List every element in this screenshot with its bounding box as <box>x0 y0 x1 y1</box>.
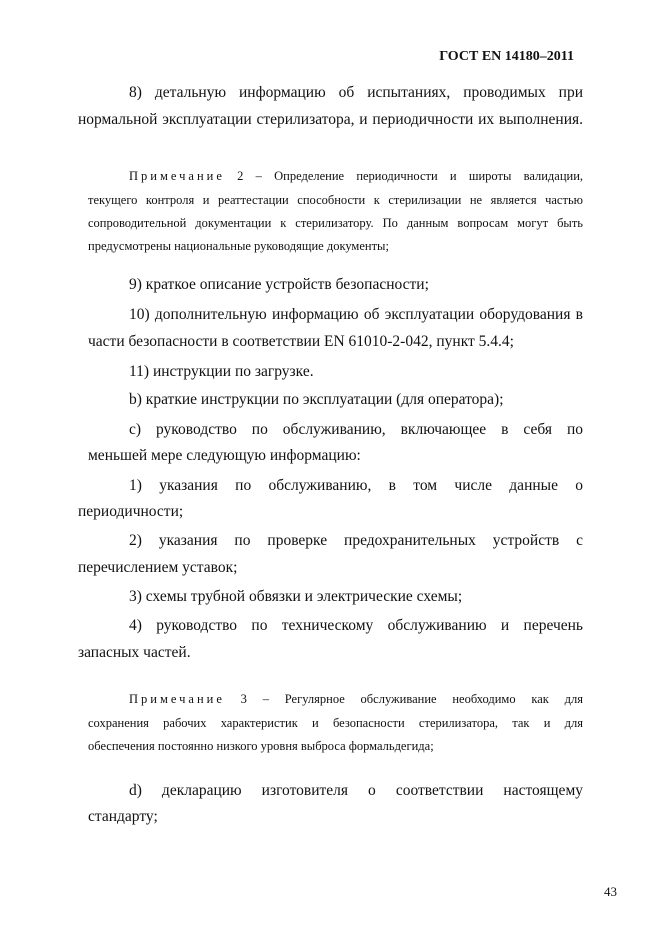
subitem-1-line-1: 1) указания по обслуживанию, в том числе данные о <box>129 477 583 494</box>
item-11: 11) инструкции по загрузке. <box>129 363 314 380</box>
page-number: 43 <box>604 884 617 899</box>
item-b: b) краткие инструкции по эксплуатации (для оператора); <box>129 391 504 408</box>
note-2-line-1 <box>129 169 583 184</box>
item-8-line-1: 8) детальную информацию об испытаниях, проводимых при <box>129 84 583 101</box>
note-2-line-1-text: 2 – Определение периодичности и широты валидации, <box>237 169 584 183</box>
item-10-line-1: 10) дополнительную информацию об эксплуатации оборудования в <box>129 306 583 323</box>
item-d-line-1: d) декларацию изготовителя о соответствии настоящему <box>129 782 583 799</box>
item-10-line-2: части безопасности в соответствии EN 61010-2-042, пункт 5.4.4; <box>88 333 514 350</box>
note-3-label: Примечание <box>129 692 225 706</box>
item-c-line-1: c) руководство по обслуживанию, включающее в себя по <box>129 421 583 438</box>
note-2-label: Примечание <box>129 169 225 183</box>
note-3-line-1 <box>129 692 583 707</box>
subitem-3: 3) схемы трубной обвязки и электрические схемы; <box>129 588 463 605</box>
note-2-line-2: текущего контроля и реаттестации способности к стерилизации не является частью <box>88 193 583 207</box>
item-d-line-2: стандарту; <box>88 808 158 825</box>
subitem-2-line-1: 2) указания по проверке предохранительных устройств с <box>129 532 583 549</box>
item-9: 9) краткое описание устройств безопасности; <box>129 276 429 293</box>
item-8-line-2: нормальной эксплуатации стерилизатора, и периодичности их выполнения. <box>78 111 583 128</box>
note-2-line-3: сопроводительной документации к стерилизатору. По данным вопросам могут быть <box>88 216 583 230</box>
item-c-line-2: меньшей мере следующую информацию: <box>88 447 361 464</box>
note-3-line-3: обеспечения постоянно низкого уровня выброса формальдегида; <box>88 739 434 753</box>
subitem-4-line-2: запасных частей. <box>78 644 191 661</box>
note-3-line-2: сохранения рабочих характеристик и безопасности стерилизатора, так и для <box>88 716 583 730</box>
document-id-header: ГОСТ EN 14180–2011 <box>439 49 574 64</box>
subitem-4-line-1: 4) руководство по техническому обслуживанию и перечень <box>129 617 583 634</box>
subitem-1-line-2: периодичности; <box>78 503 184 520</box>
subitem-2-line-2: перечислением уставок; <box>78 559 238 576</box>
note-3-line-1-text: 3 – Регулярное обслуживание необходимо как для <box>240 692 584 706</box>
note-2-line-4: предусмотрены национальные руководящие документы; <box>88 239 389 253</box>
